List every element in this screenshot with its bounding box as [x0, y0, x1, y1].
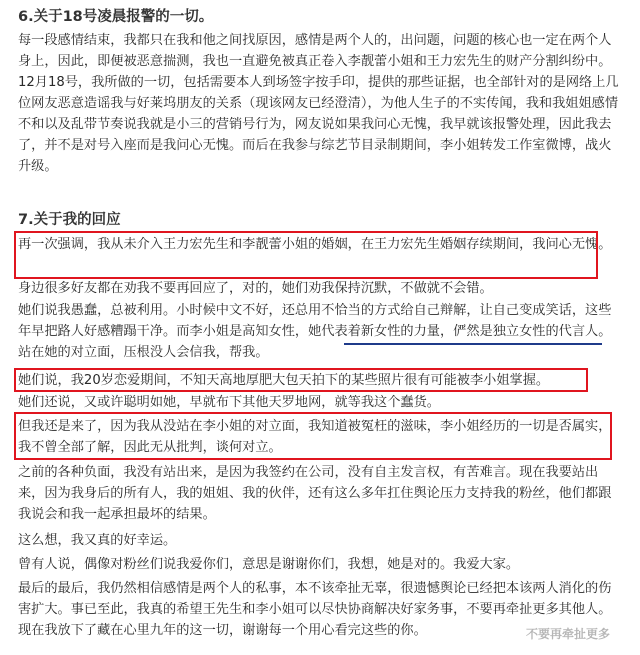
section-7-paragraph-2: 身边很多好友都在劝我不要再回应了，对的，她们劝我保持沉默，不做就不会错。 [18, 281, 493, 296]
section-7-paragraph-4: 她们说，我20岁恋爱期间，不知天高地厚肥大包天拍下的某些照片很有可能被李小姐掌握。 [18, 373, 550, 388]
section-7-paragraph-6: 但我还是来了，因为我从没站在李小姐的对立面，我知道被冤枉的滋味，李小姐经历的一切是否属实，我不曾全部了解，因此无从批判，谈何对立。 [18, 419, 612, 455]
section-7-paragraph-3: 她们说我愚蠢，总被利用。小时候中文不好，还总用不恰当的方式给自己辩解，让自己变成笑话，这些年早把路人好感糟蹋干净。而李小姐是高知女性，她代表着新女性的力量，俨然是独立女性的代言人。站在她的对立面，压根没人会信我，帮我。 [18, 303, 612, 360]
section-7-paragraph-7: 之前的各种负面，我没有站出来，是因为我签约在公司，没有自主发言权，有苦难言。现在我要站出来，因为我身后的所有人，我的姐姐、我的伙伴，还有这么多年扛住舆论压力支持我的粉丝，他们都跟我说会和我一起承担最坏的结果。 [18, 465, 612, 522]
section-7-paragraph-10: 最后的最后，我仍然相信感情是两个人的私事，本不该牵扯无辜，很遗憾舆论已经把本该两人消化的伤害扩大。事已至此，我真的希望王先生和李小姐可以尽快协商解决好家务事，不要再牵扯更多其他人。现在我放下了藏在心里九年的这一切，谢谢每一个用心看完这些的你。 [18, 581, 612, 638]
underline-highlight [344, 343, 602, 345]
section-7-paragraph-5: 她们还说，又或许聪明如她，早就布下其他天罗地网，就等我这个蠢货。 [18, 395, 440, 410]
section-7-paragraph-9: 曾有人说，偶像对粉丝们说我爱你们，意思是谢谢你们，我想，她是对的。我爱大家。 [18, 557, 520, 572]
section-7-paragraph-8: 这么想，我又真的好幸运。 [18, 533, 177, 548]
section-6-heading: 6.关于18号凌晨报警的一切。 [18, 9, 214, 25]
section-7-paragraph-1: 再一次强调，我从未介入王力宏先生和李靓蕾小姐的婚姻，在王力宏先生婚姻存续期间，我问心无愧。 [18, 237, 612, 252]
section-6-paragraph: 每一段感情结束，我都只在我和他之间找原因，感情是两个人的，出问题，问题的核心也一定在两个人身上，因此，即便被恶意揣测，我也一直避免被真正卷入李靓蕾小姐和王力宏先生的财产分割纠纷中。12月18号，我所做的一切，包括需要本人到场签字按手印，提供的那些证据，也全部针对的是网络上几位网友恶意造谣我与好莱坞朋友的关系（现该网友已经澄清），为他人生子的不实传闻，我和我姐姐感情不和以及乱带节奏说我就是小三的营销号行为，网友说如果我问心无愧，我早就该报警处理，因此我去了，并不是对号入座而是我问心无愧。而后在我参与综艺节目录制期间，李小姐转发工作室微博，战火升级。 [18, 33, 619, 174]
watermark: 不要再牵扯更多 [525, 627, 610, 641]
section-7-heading: 7.关于我的回应 [18, 212, 121, 228]
